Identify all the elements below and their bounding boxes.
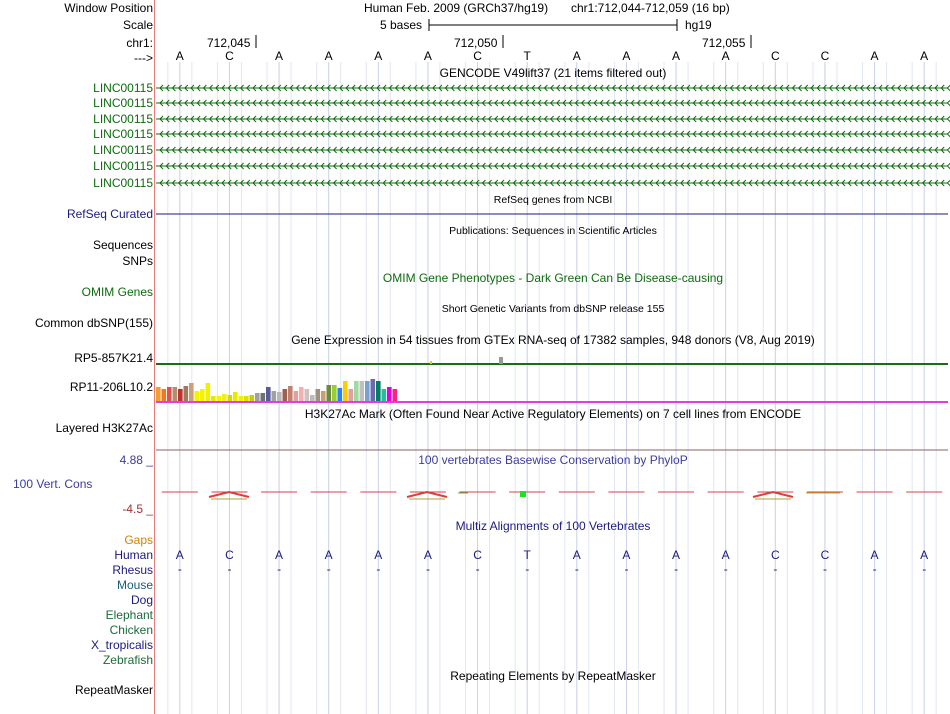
gtex-bar	[167, 387, 172, 401]
gencode-item-label[interactable]: LINC00115	[93, 96, 153, 110]
gencode-item-label[interactable]: LINC00115	[93, 143, 153, 157]
base-letter: A	[721, 49, 730, 63]
gtex-bar	[250, 395, 255, 401]
human-base-letter: C	[820, 548, 830, 562]
human-base-letter: A	[423, 548, 432, 562]
species-label[interactable]: Dog	[130, 593, 153, 607]
h3k27ac-track-label[interactable]: Layered H3K27Ac	[55, 421, 153, 435]
gtex-bar	[283, 389, 288, 401]
rhesus-gap-dash: -	[177, 562, 182, 576]
rhesus-gap-dash: -	[574, 562, 579, 576]
human-base-letter: A	[622, 548, 631, 562]
gtex-bar	[178, 389, 183, 401]
gtex-bar	[162, 389, 167, 401]
gtex-gene-label[interactable]: RP5-857K21.4	[74, 351, 153, 365]
base-letter: A	[275, 49, 284, 63]
gtex-bar	[354, 381, 359, 401]
gtex-bar	[277, 392, 282, 401]
gtex-bar	[365, 381, 370, 401]
tick-label: 712,045	[207, 36, 251, 50]
publications-track-label[interactable]: Sequences	[92, 238, 153, 252]
gtex-track-title: Gene Expression in 54 tissues from GTEx RNA-seq of 17382 samples, 948 donors (V8, Aug 2019)	[291, 333, 815, 347]
human-base-letter: T	[523, 548, 531, 562]
window-position-label: Window Position	[64, 1, 153, 15]
human-base-letter: A	[374, 548, 383, 562]
gtex-bar	[299, 387, 304, 401]
rhesus-gap-dash: -	[872, 562, 877, 576]
dbsnp-track-label[interactable]: Common dbSNP(155)	[34, 316, 153, 330]
conservation-max-label: 4.88 _	[119, 453, 153, 467]
gaps-label: Gaps	[124, 533, 153, 547]
gencode-track-title: GENCODE V49lift37 (21 items filtered out)	[439, 66, 667, 80]
gencode-item-label[interactable]: LINC00115	[93, 81, 153, 95]
base-letter: A	[572, 49, 581, 63]
species-label[interactable]: Human	[114, 548, 153, 562]
gtex-gene-label[interactable]: RP11-206L10.2	[69, 380, 153, 394]
species-label[interactable]: X_tropicalis	[90, 638, 153, 652]
rhesus-gap-dash: -	[326, 562, 331, 576]
rhesus-gap-dash: -	[822, 562, 827, 576]
species-label[interactable]: Chicken	[109, 623, 153, 637]
conservation-positive-mark	[520, 491, 526, 497]
rhesus-gap-dash: -	[525, 562, 530, 576]
gtex-bar	[332, 385, 337, 401]
rhesus-gap-dash: -	[674, 562, 679, 576]
gtex-bar	[173, 387, 178, 401]
human-base-letter: A	[324, 548, 333, 562]
conservation-peak	[407, 492, 447, 497]
base-letter: A	[324, 49, 333, 63]
gtex-bar	[200, 389, 205, 401]
species-label[interactable]: Zebrafish	[102, 653, 153, 667]
rhesus-gap-dash: -	[475, 562, 480, 576]
rhesus-gap-dash: -	[773, 562, 778, 576]
gencode-item-label[interactable]: LINC00115	[93, 159, 153, 173]
scale-label: Scale	[122, 18, 153, 32]
gtex-bar	[430, 361, 432, 364]
base-letter: T	[523, 49, 531, 63]
gtex-bar	[371, 379, 376, 401]
gtex-bar	[376, 381, 381, 401]
conservation-min-label: -4.5 _	[122, 502, 153, 516]
gtex-bar	[382, 389, 387, 401]
tick-label: 712,050	[454, 36, 498, 50]
human-base-letter: A	[721, 548, 730, 562]
base-letter: A	[672, 49, 681, 63]
db-text: hg19	[685, 18, 712, 32]
base-letter: A	[622, 49, 631, 63]
conservation-track-label[interactable]: 100 Vert. Cons	[13, 477, 93, 491]
snps-track-label[interactable]: SNPs	[122, 254, 153, 268]
repeatmasker-track-title: Repeating Elements by RepeatMasker	[450, 669, 656, 683]
human-base-letter: A	[920, 548, 929, 562]
repeatmasker-track-label[interactable]: RepeatMasker	[74, 683, 153, 697]
gtex-bar	[349, 389, 354, 401]
base-letter: C	[770, 49, 780, 63]
human-base-letter: A	[175, 548, 184, 562]
base-letter: A	[175, 49, 184, 63]
rhesus-gap-dash: -	[376, 562, 381, 576]
gtex-bar	[195, 391, 200, 401]
omim-track-label[interactable]: OMIM Genes	[81, 285, 153, 299]
base-letter: A	[423, 49, 432, 63]
gtex-bar	[266, 387, 271, 401]
gtex-bar	[261, 393, 266, 401]
human-base-letter: A	[672, 548, 681, 562]
base-letter: C	[473, 49, 482, 63]
rhesus-gap-dash: -	[922, 562, 927, 576]
base-letter: A	[374, 49, 383, 63]
base-letter: A	[870, 49, 879, 63]
species-label[interactable]: Rhesus	[112, 563, 153, 577]
h3k27ac-track-title: H3K27Ac Mark (Often Found Near Active Regulatory Elements) on 7 cell lines from ENCODE	[304, 407, 802, 421]
gtex-bar	[338, 388, 343, 401]
base-letter: C	[820, 49, 830, 63]
gtex-bar	[387, 387, 392, 401]
human-base-letter: A	[275, 548, 284, 562]
human-base-letter: C	[473, 548, 482, 562]
gtex-bar	[343, 381, 348, 401]
gtex-bar	[321, 391, 326, 401]
gtex-bar	[360, 381, 365, 401]
multiz-track-title: Multiz Alignments of 100 Vertebrates	[455, 519, 651, 533]
scale-text: 5 bases	[380, 18, 423, 32]
human-base-letter: C	[225, 548, 234, 562]
publications-track-title: Publications: Sequences in Scientific Articles	[449, 225, 657, 237]
rhesus-gap-dash: -	[723, 562, 728, 576]
refseq-track-title: RefSeq genes from NCBI	[493, 194, 613, 206]
dbsnp-track-title: Short Genetic Variants from dbSNP release 155	[441, 303, 665, 315]
gtex-bar	[255, 393, 260, 401]
species-label[interactable]: Elephant	[105, 608, 153, 622]
conservation-track-title: 100 vertebrates Basewise Conservation by PhyloP	[418, 453, 688, 467]
rhesus-gap-dash: -	[624, 562, 629, 576]
strand-label: --->	[134, 51, 153, 65]
base-letter: A	[920, 49, 929, 63]
gtex-bar	[294, 391, 299, 401]
human-base-letter: A	[572, 548, 581, 562]
species-label[interactable]: Mouse	[116, 578, 153, 592]
gtex-bar	[217, 396, 222, 401]
gtex-bar	[156, 387, 161, 401]
gtex-bar	[244, 396, 249, 401]
gtex-bar	[189, 383, 194, 401]
chrom-label: chr1:	[126, 36, 153, 50]
gtex-bar	[305, 389, 310, 401]
tick-label: 712,055	[702, 36, 746, 50]
gtex-bar	[222, 394, 227, 401]
gencode-item-label[interactable]: LINC00115	[93, 127, 153, 141]
human-base-letter: A	[870, 548, 879, 562]
gtex-bar	[211, 396, 216, 401]
gtex-bar	[499, 357, 503, 364]
gtex-bar	[239, 396, 244, 401]
assembly-text: Human Feb. 2009 (GRCh37/hg19)	[364, 1, 549, 15]
rhesus-gap-dash: -	[227, 562, 232, 576]
gtex-bar	[184, 386, 189, 401]
gtex-bar	[393, 389, 398, 401]
gencode-item-label[interactable]: LINC00115	[93, 112, 153, 126]
gtex-bar	[233, 392, 238, 401]
gtex-bar	[272, 391, 277, 401]
human-base-letter: C	[770, 548, 780, 562]
base-letter: C	[225, 49, 234, 63]
rhesus-gap-dash: -	[425, 562, 430, 576]
gencode-item-label[interactable]: LINC00115	[93, 176, 153, 190]
position-text: chr1:712,044-712,059 (16 bp)	[571, 1, 730, 15]
gtex-bar	[316, 389, 321, 401]
gtex-bar	[206, 383, 211, 401]
gtex-bar	[288, 386, 293, 401]
gtex-bar	[327, 385, 332, 401]
rhesus-gap-dash: -	[277, 562, 282, 576]
refseq-track-label[interactable]: RefSeq Curated	[66, 207, 153, 221]
gtex-bar	[228, 395, 233, 401]
omim-track-title: OMIM Gene Phenotypes - Dark Green Can Be Disease-causing	[382, 271, 724, 285]
gtex-bar	[310, 395, 315, 401]
